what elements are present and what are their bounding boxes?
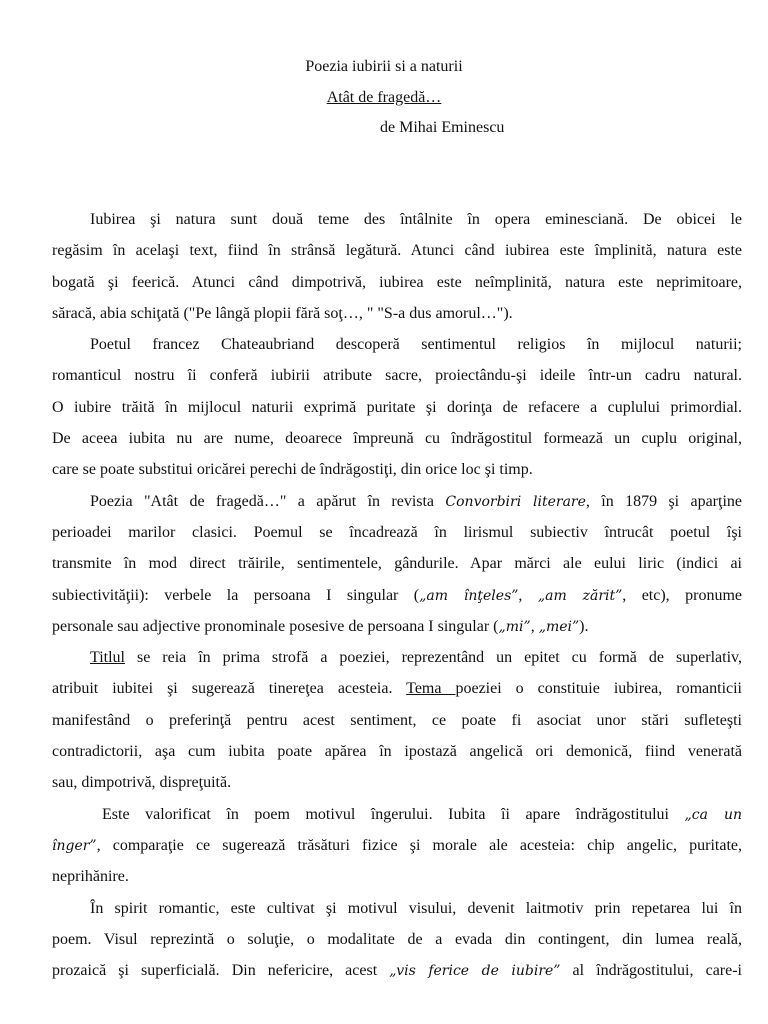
text-line [52,491,742,522]
text-line: manifestând o preferinţă pentru acest sentiment, ce poate fi asociat unor stări sufleteşti [52,711,742,729]
document-title: Poezia iubirii si a naturii [305,58,463,75]
text-segment: atribuit iubitei şi sugerează tinereţea acesteia. [52,680,407,698]
text-line: sau, dimpotrivă, dispreţuită. [52,774,232,792]
text-line: care se poate substitui oricărei perechi de îndrăgostiţi, din orice loc şi timp. [52,461,533,479]
text-line: Poetul francez Chateaubriand descoperă sentimentul religios în mijlocul naturii; [90,336,742,354]
author-line: de Mihai Eminescu [380,119,505,136]
text-line: transmite în mod direct trăirile, sentimentele, gândurile. Apar mărci ale eului liric (indici ai [52,555,742,573]
text-segment: Este valorificat în poem motivul îngerului. Iubita îi apare îndrăgostitului [102,805,685,823]
text-segment: , [530,617,539,635]
text-line: romanticul nostru îi conferă iubirii atribute sacre, proiectându-şi ideile într-un cadru natural. [52,367,742,385]
quote: „mi” [498,618,531,635]
text-line: bogată şi feerică. Atunci când dimpotrivă, iubirea este neîmplinită, natura este neprimitoare, [52,273,742,291]
text-line: regăsim în acelaşi text, fiind în strânsă legătură. Atunci când iubirea este împlinită, natura este [52,242,742,260]
quote: „am zărit” [537,587,623,604]
text-segment: Poezia "Atât de fragedă…" a apărut în revista [90,492,446,510]
text-line: neprihănire. [52,868,129,886]
poem-title-text: Atât de fragedă… [326,89,442,106]
text-line: contradictorii, aşa cum iubita poate apărea în ipostază angelică ori demonică, fiind venerată [52,743,742,761]
text-line: Iubirea şi natura sunt două teme des întâlnite în opera eminesciană. De obicei le [90,211,742,228]
text-segment: , etc), pronume [622,586,742,604]
quote: înger” [52,837,97,854]
quote: „am înţeles” [419,587,519,604]
essay-body [52,209,742,991]
text-line: poem. Visul reprezintă o soluţie, o modalitate de a evada din contingent, din lumea reală, [52,930,742,948]
text-segment: , [518,586,538,604]
text-line [52,678,742,709]
text-line: O iubire trăită în mijlocul naturii exprimă puritate şi dorinţa de refacere a cuplului primordial. [52,398,742,416]
quote: „vis ferice de iubire” [389,963,561,980]
text-segment: personale sau adjective pronominale posesive de persoana I singular ( [52,617,499,635]
text-line [52,616,742,647]
text-line: săracă, abia schiţată ("Pe lângă plopii fără soţ…, " "S-a dus amorul…"). [52,304,513,322]
text-line: În spirit romantic, este cultivat şi motivul visului, devenit laitmotiv prin repetarea lui în [90,899,742,917]
text-line [52,804,742,835]
text-line [52,835,742,866]
quote: „ca un [684,806,742,823]
text-line: perioadei marilor clasici. Poemul se încadrează în lirismul subiectiv întrucât poetul îşi [52,523,742,541]
text-line: De aceea iubita nu are nume, deoarece împreună cu îndrăgostitul formează un cuplu original, [52,430,742,448]
text-line [52,960,742,991]
text-segment: prozaică şi superficială. Din nefericire, acest [52,962,390,980]
text-segment: al îndrăgostitului, care-i [560,962,742,980]
text-segment: ). [579,617,589,635]
term-tema: Tema [406,680,456,698]
text-segment: se reia în prima strofă a poeziei, reprezentând un epitet cu formă de superlativ, [125,649,742,667]
text-segment: subiectivităţii): verbele la persoana I singular ( [52,586,420,604]
term-titlul: Titlul [90,649,125,667]
text-segment: , comparaţie ce sugerează trăsături fizice şi morale ale acesteia: chip angelic, puritate, [96,836,742,854]
text-segment: poeziei o constituie iubirea, romanticii [455,680,743,698]
journal-name: Convorbiri literare [445,493,586,510]
text-segment: , în 1879 şi aparţine [585,492,742,510]
text-line [52,585,742,616]
quote: „mei” [538,618,580,635]
poem-title [0,88,768,108]
text-line [52,647,742,678]
